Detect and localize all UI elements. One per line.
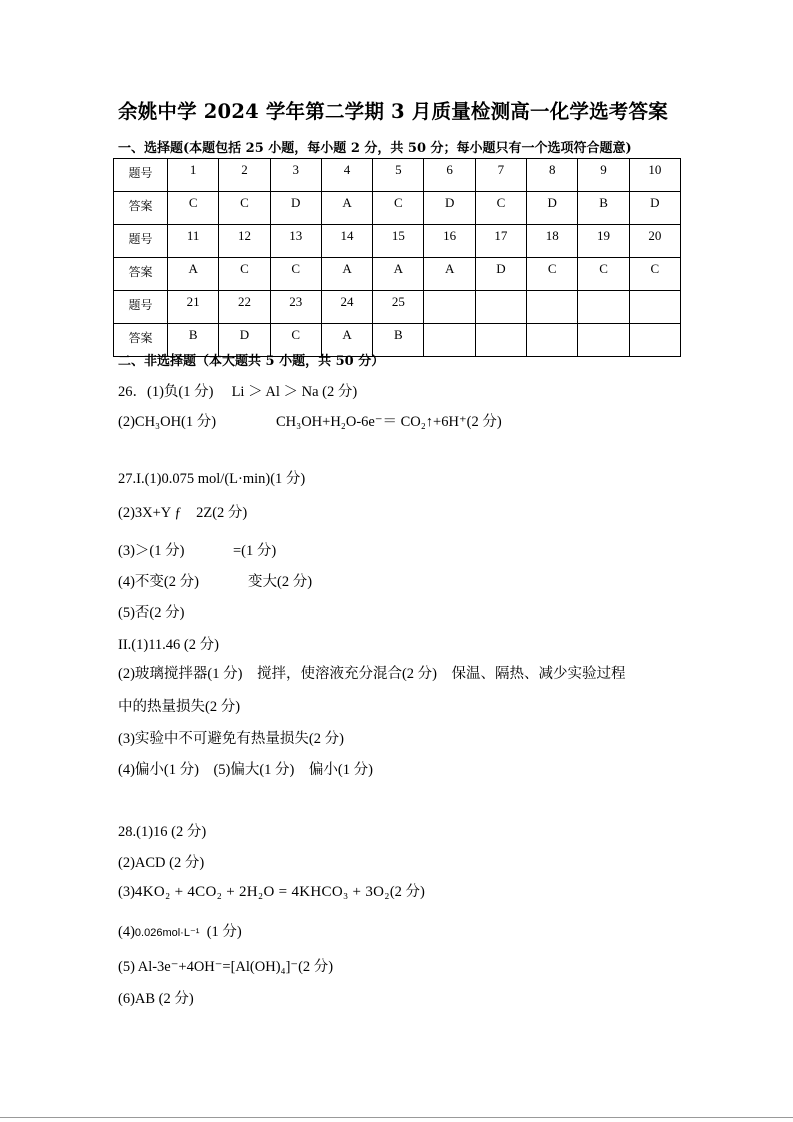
answer-cell: C <box>527 258 578 291</box>
question-number-cell: 2 <box>219 159 270 192</box>
question-number-cell: 21 <box>168 291 219 324</box>
q27-part5: (5)否(2 分) <box>118 605 185 621</box>
question-number-cell <box>475 291 526 324</box>
question-number-cell: 24 <box>321 291 372 324</box>
q28-part1: 28.(1)16 (2 分) <box>118 824 207 840</box>
question-number-cell: 8 <box>527 159 578 192</box>
question-number-cell: 25 <box>373 291 424 324</box>
answer-cell: C <box>168 192 219 225</box>
q28-part3 <box>118 880 425 901</box>
answer-cell: B <box>373 324 424 357</box>
question-number-cell: 4 <box>321 159 372 192</box>
q26-part2-answer: (2)CH₃OH(1 分) <box>118 414 217 430</box>
question-number-cell: 7 <box>475 159 526 192</box>
q27-part4-b: 变大(2 分) <box>248 574 313 590</box>
answer-cell: A <box>321 324 372 357</box>
q28-part4-score: (1 分) <box>206 924 242 940</box>
q27-II-part4-5: (4)偏小(1 分) (5)偏大(1 分) 偏小(1 分) <box>118 762 373 778</box>
q28-part6: (6)AB (2 分) <box>118 991 194 1007</box>
question-number-cell: 12 <box>219 225 270 258</box>
question-number-cell: 10 <box>629 159 680 192</box>
question-number-cell: 17 <box>475 225 526 258</box>
question-number-cell: 22 <box>219 291 270 324</box>
q28-part3-score: (2 分) <box>389 884 425 900</box>
question-number-cell: 9 <box>578 159 629 192</box>
question-number-cell: 3 <box>270 159 321 192</box>
answer-cell: C <box>219 258 270 291</box>
answer-cell: C <box>578 258 629 291</box>
answer-cell: A <box>321 258 372 291</box>
row-label-answer: 答案 <box>114 258 168 291</box>
table-row-answers <box>114 258 681 291</box>
q26-part1: 26．(1)负(1 分) Li ＞ Al ＞ Na (2 分) <box>118 384 358 400</box>
table-row-numbers <box>114 291 681 324</box>
answer-cell: D <box>219 324 270 357</box>
answer-cell <box>629 324 680 357</box>
answer-cell: A <box>424 258 475 291</box>
q28-part4-prefix: (4) <box>118 924 135 940</box>
answer-cell: A <box>168 258 219 291</box>
question-number-cell: 19 <box>578 225 629 258</box>
answer-table <box>113 158 681 357</box>
answer-cell: A <box>321 192 372 225</box>
section-2-heading: 二、非选择题（本大题共 5 小题，共 50 分） <box>118 354 385 369</box>
answer-cell: C <box>270 324 321 357</box>
question-number-cell: 14 <box>321 225 372 258</box>
answer-cell: C <box>373 192 424 225</box>
answer-cell: A <box>373 258 424 291</box>
answer-cell: C <box>475 192 526 225</box>
row-label-question-number: 题号 <box>114 159 168 192</box>
q28-part3-prefix: (3) <box>118 884 135 900</box>
q28-concentration-image: 0.026mol·L⁻¹ <box>134 927 200 939</box>
q27-II-part2-cont: 中的热量损失(2 分) <box>118 699 241 715</box>
answer-cell: D <box>629 192 680 225</box>
question-number-cell: 15 <box>373 225 424 258</box>
q26-part2-equation: CH₃OH+H₂O-6e⁻＝ CO₂↑+6H⁺(2 分) <box>276 414 502 430</box>
answer-cell: D <box>270 192 321 225</box>
row-label-question-number: 题号 <box>114 291 168 324</box>
table-row-answers <box>114 192 681 225</box>
page-title: 余姚中学 2024 学年第二学期 3 月质量检测高一化学选考答案 <box>118 100 668 123</box>
answer-cell: D <box>424 192 475 225</box>
answer-cell <box>578 324 629 357</box>
question-number-cell: 13 <box>270 225 321 258</box>
table-row-numbers <box>114 225 681 258</box>
answer-cell: D <box>475 258 526 291</box>
question-number-cell: 18 <box>527 225 578 258</box>
question-number-cell: 23 <box>270 291 321 324</box>
table-row-numbers <box>114 159 681 192</box>
row-label-answer: 答案 <box>114 192 168 225</box>
row-label-answer: 答案 <box>114 324 168 357</box>
question-number-cell <box>629 291 680 324</box>
answer-cell: D <box>527 192 578 225</box>
q28-part2: (2)ACD (2 分) <box>118 855 205 871</box>
q28-equation-image: 4KO₂ + 4CO₂ + 2H₂O = 4KHCO₃ + 3O₂ <box>134 884 390 900</box>
question-number-cell: 5 <box>373 159 424 192</box>
q27-part3-b: =(1 分) <box>233 543 277 559</box>
q28-part5: (5) Al-3e⁻+4OH⁻=[Al(OH)₄]⁻(2 分) <box>118 959 334 975</box>
question-number-cell <box>424 291 475 324</box>
q28-part4 <box>118 920 242 941</box>
q27-part3-a: (3)＞(1 分) <box>118 543 185 559</box>
q27-II-part3: (3)实验中不可避免有热量损失(2 分) <box>118 731 344 747</box>
question-number-cell <box>527 291 578 324</box>
page-bottom-rule <box>0 1117 793 1118</box>
section-1-heading: 一、选择题(本题包括 25 小题，每小题 2 分，共 50 分；每小题只有一个选项符合题意) <box>118 141 632 156</box>
answer-cell: C <box>270 258 321 291</box>
q27-II-part1: II.(1)11.46 (2 分) <box>118 637 219 653</box>
question-number-cell: 6 <box>424 159 475 192</box>
question-number-cell: 20 <box>629 225 680 258</box>
q27-II-part2: (2)玻璃搅拌器(1 分) 搅拌，使溶液充分混合(2 分) 保温、隔热、减少实验过程 <box>118 666 626 682</box>
q27-part2: (2)3X+Y ƒ 2Z(2 分) <box>118 505 248 521</box>
answer-cell <box>424 324 475 357</box>
question-number-cell: 1 <box>168 159 219 192</box>
answer-cell: B <box>578 192 629 225</box>
q27-part4-a: (4)不变(2 分) <box>118 574 199 590</box>
answer-cell <box>527 324 578 357</box>
answer-cell: C <box>219 192 270 225</box>
answer-cell: B <box>168 324 219 357</box>
question-number-cell: 11 <box>168 225 219 258</box>
q27-part1: 27.I.(1)0.075 mol/(L·min)(1 分) <box>118 471 306 487</box>
question-number-cell: 16 <box>424 225 475 258</box>
answer-cell <box>475 324 526 357</box>
question-number-cell <box>578 291 629 324</box>
answer-cell: C <box>629 258 680 291</box>
row-label-question-number: 题号 <box>114 225 168 258</box>
